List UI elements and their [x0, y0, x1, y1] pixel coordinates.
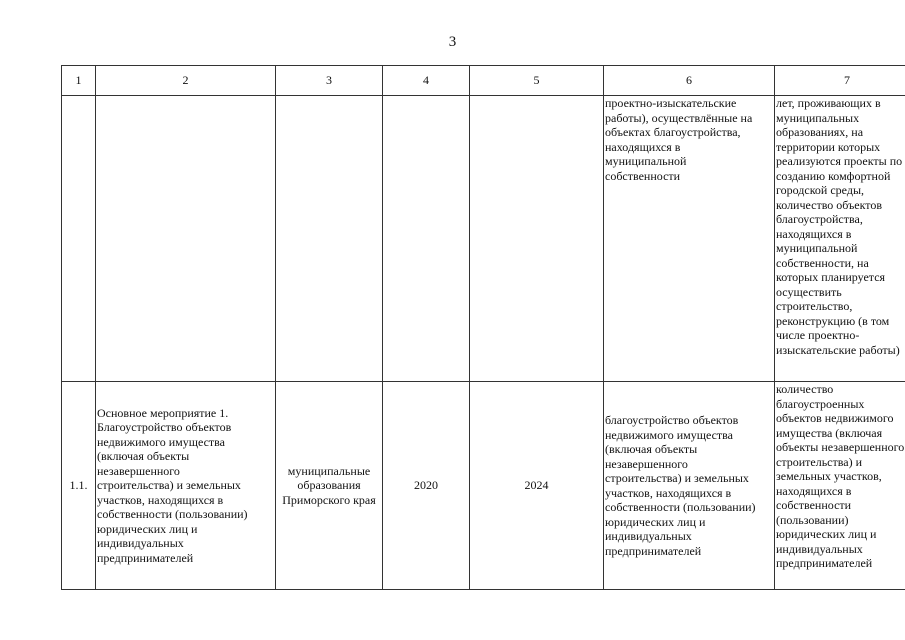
column-header: 5 [470, 66, 604, 96]
indicator-cell: количество благоустроенных объектов недвижимого имущества (включая объекты незавершенного строительства) и земельных участков, находящихся в собственности (пользовании) юридических лиц и индивидуальных предпринимателей [775, 382, 905, 590]
row-number-cell: 1.1. [62, 382, 96, 590]
table-header-row [62, 66, 905, 96]
empty-cell [276, 96, 383, 382]
column-header: 7 [775, 66, 905, 96]
column-header: 4 [383, 66, 470, 96]
result-cell: благоустройство объектов недвижимого имущества (включая объекты незавершенного строительства) и земельных участков, находящихся в собственности (пользовании) юридических лиц и индивидуальных предпринимателей [604, 382, 775, 590]
empty-cell [383, 96, 470, 382]
table-row-continuation [62, 96, 905, 382]
measures-table [61, 65, 905, 590]
executor-cell: муниципальные образования Приморского края [276, 382, 383, 590]
result-cell-continuation: проектно-изыскательские работы), осуществлённые на объектах благоустройства, находящихся в муниципальной собственности [604, 96, 775, 382]
table-row-1-1 [62, 382, 905, 590]
column-header: 3 [276, 66, 383, 96]
end-year-cell: 2024 [470, 382, 604, 590]
column-header: 2 [96, 66, 276, 96]
column-header: 1 [62, 66, 96, 96]
page-number: 3 [448, 34, 457, 50]
empty-cell [96, 96, 276, 382]
start-year-cell: 2020 [383, 382, 470, 590]
measure-name-cell: Основное мероприятие 1. Благоустройство объектов недвижимого имущества (включая объекты незавершенного строительства) и земельных участков, находящихся в собственности (пользовании) юридических лиц и индивидуальных предпринимателей [96, 382, 276, 590]
empty-cell [62, 96, 96, 382]
empty-cell [470, 96, 604, 382]
indicator-cell-continuation: лет, проживающих в муниципальных образованиях, на территории которых реализуются проекты по созданию комфортной городской среды, количество объектов благоустройства, находящихся в муниципальной собственности, на которых планируется осуществить строительство, реконструкцию (в том числе проектно- изыскательские работы) [775, 96, 905, 382]
column-header: 6 [604, 66, 775, 96]
